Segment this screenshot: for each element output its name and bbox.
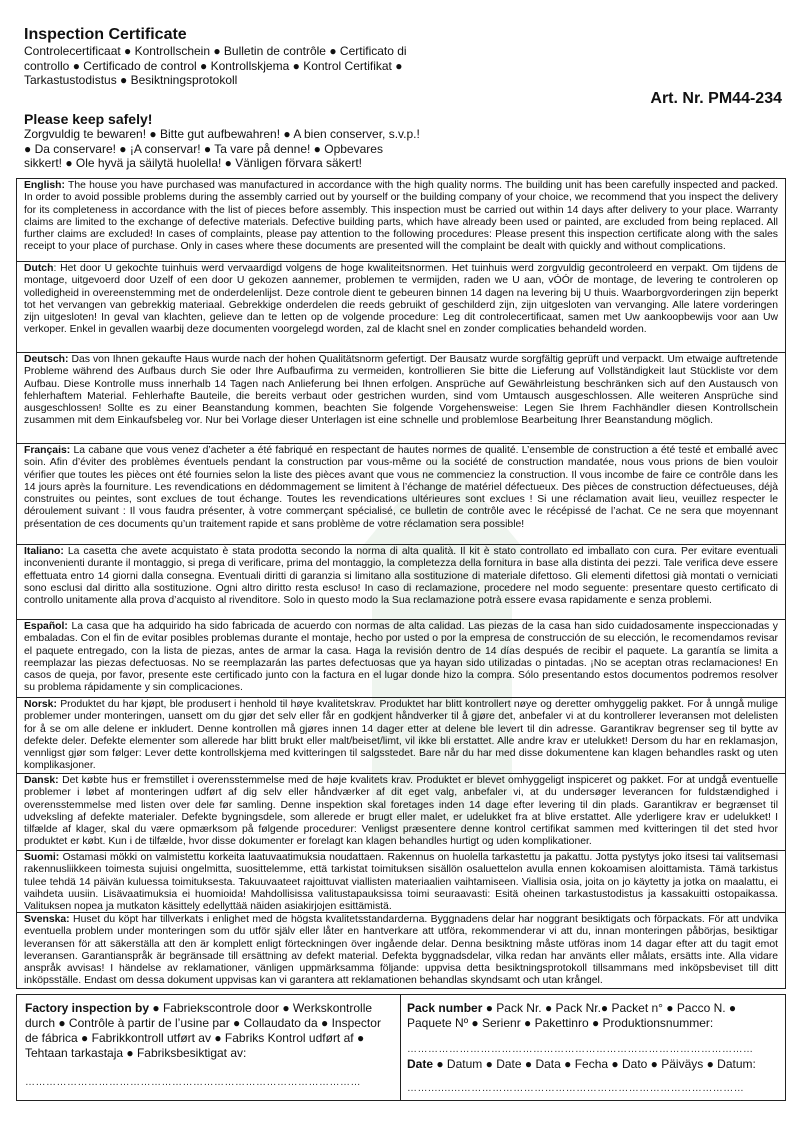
pack-number-text: ● Pack Nr. ● Pack Nr.● Packet n° ● Pacco N. ● Paquete Nº ● Serienr ● Pakettinro ● Produktionsnummer: (407, 1001, 737, 1030)
pack-number-dotted-line: ……………………………………………………………………………………… (407, 1044, 754, 1055)
section-english (17, 179, 785, 262)
section-francais (17, 444, 785, 545)
factory-inspection-field[interactable] (17, 995, 401, 1100)
date-label: Date (407, 1057, 434, 1071)
section-dansk (17, 774, 785, 851)
section-lang-label: Français: (24, 445, 71, 456)
section-svenska (17, 913, 785, 988)
signature-box (16, 994, 786, 1101)
section-lang-label: Español: (24, 621, 68, 632)
pack-number-label: Pack number (407, 1001, 483, 1015)
section-lang-label: Deutsch: (24, 354, 69, 365)
page-title: Inspection Certificate (24, 26, 187, 43)
factory-inspection-dotted-line: …………………………………………………………………………………… (25, 1077, 361, 1088)
section-text: La cabane que vous venez d’acheter a été fabriqué en respectant de hautes normes de qualité. L’ensemble de construction a été testé et emballé avec soin. Afin d’éviter des problèmes éventuels pendant la construction par vous-même ou la société de construction mandatée, nous vous prions de bien vouloir vérifier que toutes les pièces ont été fournies selon la liste des pièces avant que vous ne commenciez la construction. Il vous incombe de faire ce contrôle dans les 14 jours après la fourniture. Les revendications en dédommagement se limitent à l’échange de matériel défectueux. Des pièces de construction défectueuses, déjà construites ou peintes, sont exclues de tout échange. Toutes les revendications ultérieures sont exclues ! Si une réclamation avait lieu, veuillez respecter le déroulement suivant : Il vous faudra présenter, à votre commerçant spécialisé, ce bulletin de contrôle avec le récépissé de l’achat. Ce ne sera que moyennant présentation de ces documents qu’un traitement rapide et sans problème de votre réclamation sera possible! (24, 445, 778, 530)
keep-safely-text: Zorgvuldig te bewaren! ● Bitte gut aufbewahren! ● A bien conserver, s.v.p.! ● Da conservare! ● ¡A conservar! ● Ta vare på denne! ● Opbevares sikkert! ● Ole hyvä ja säilytä huolella! ● Vänligen förvara säkert! (24, 127, 420, 170)
section-dutch (17, 262, 785, 353)
section-lang-label: Suomi: (24, 852, 60, 863)
section-text: The house you have purchased was manufactured in accordance with the high quality norms. The building unit has been carefully inspected and packed. In order to avoid possible problems during the assembly carried out by yourself or the building company of your choice, we recommend that you inspect the delivery for its completeness in accordance with the list of pieces before assembly. This inspection must be carried out within 14 days after delivery to your place. Warranty claims are limited to the exchange of defective materials. Defective building parts, which have already been used or painted, are excluded from being replaced. All further claims are excluded! In cases of complaints, please pay attention to the following procedures: Please present this inspection certificate along with the sales receipt to your place of purchase. Only in cases where these documents are presented will the complaint be dealt with quickly and without complications. (24, 180, 778, 253)
factory-inspection-label: Factory inspection by (25, 1001, 150, 1015)
language-sections (16, 178, 786, 989)
section-suomi (17, 851, 785, 913)
page-subtitle: Controlecertificaat ● Kontrollschein ● Bulletin de contrôle ● Certificato di controllo ● Certificado de control ● Kontrollskjema ● Kontrol Certifikat ● Tarkastustodistus ● Besiktningsprotokoll (24, 44, 407, 87)
section-norsk (17, 698, 785, 774)
article-number: Art. Nr. PM44-234 (650, 90, 782, 107)
section-deutsch (17, 353, 785, 444)
section-text: La casetta che avete acquistato è stata prodotta secondo la norma di alta qualità. Il kit è stato controllato ed imballato con cura. Per evitare eventuali inconvenienti durante il montaggio, si prega di verificare, prima del montaggio, la completezza della fornitura in base alla distinta dei pezzi. Tale verifica deve essere effettuata entro 14 giorni dalla consegna. Eventuali diritti di garanzia si limitano alla sostituzione di materiale difettoso. Gli elementi difettosi già montati o verniciati sono esclusi dal diritto alla sostituzione. Ogni altro diritto resta escluso! In caso di reclamazione, procedere nel modo seguente: presentare questo certificato di controllo unitamente alla prova d’acquisto al rivenditore. Solo in questo modo la Sua reclamazione potrà essere evasa rapidamente e senza problemi. (24, 546, 778, 607)
section-italiano (17, 545, 785, 620)
keep-safely-heading: Please keep safely! (24, 111, 153, 127)
section-text: Det købte hus er fremstillet i overensstemmelse med de høje kvalitets krav. Produktet er blevet omhyggeligt inspiceret og pakket. For at undgå eventuelle problemer i løbet af monteringen udført af dig selv eller håndværker af dit eget valg, anbefaler vi, at du undersøger leverancen for fuldstændighed i overensstemmelse med listen over dele før samling. Denne inspektion skal foretages inden 14 dage efter levering til din plads. Garantikrav er begrænset til udveksling af defekte materialer. Defekte bygningsdele, som allerede er brugt eller malet, er udelukket fra at blive erstattet. Alle yderligere krav er udelukket! I tilfælde af klager, skal du være opmærksom på følgende procedurer: Venligst præsentere denne kontrol certifikat sammen med kvitteringen til det sted hvor produktet er købt. Kun i de tilfælde, hvor disse dokumenter er forelagt kan klagen behandles hurtigt og uden komplikationer. (24, 775, 778, 848)
section-text: Das von Ihnen gekaufte Haus wurde nach der hohen Qualitätsnorm gefertigt. Der Bausatz wurde sorgfältig geprüft und verpackt. Um etwaige auftretende Probleme während des Aufbaus durch Sie oder Ihre Aufbaufirma zu vermeiden, kontrollieren Sie bitte die Lieferung auf Vollständigkeit laut Stückliste vor dem Aufbau. Diese Kontrolle muss innerhalb 14 Tagen nach Anlieferung bei Ihnen erfolgen. Ansprüche auf Gewährleistung beschränken sich auf den Austausch von fehlerhaftem Material. Fehlerhafte Bauteile, die bereits verbaut oder gestrichen wurden, sind vom Umtausch ausgeschlossen. Alle weiteren Ansprüche sind ausgeschlossen! Sollte es zu einer Beanstandung kommen, beachten Sie folgende Vorgehensweise: Legen Sie Ihrem Fachhändler diesen Kontrollschein zusammen mit dem Einkaufsbeleg vor. Nur bei Vorlage dieser Unterlagen ist eine schnelle und problemlose Bearbeitung Ihrer Beanstandung möglich. (24, 354, 778, 427)
section-lang-label: Svenska: (24, 914, 70, 925)
section-lang-label: Italiano: (24, 546, 64, 557)
section-text: : Het door U gekochte tuinhuis werd vervaardigd volgens de hoge kwaliteitsnormen. Het tuinhuis werd zorgvuldig gecontroleerd en verpakt. Om tijdens de montage, uitgevoerd door Uzelf of een door U gekozen aannemer, problemen te vermijden, raden we U aan, vÓÓr de montage, de levering te controleren op volledigheid in overeenstemming met de onderdelenlijst. Deze controle dient te gebeuren binnen 14 dagen na levering bij U thuis. Waarborgvorderingen zijn beperkt tot het vervangen van gebrekkig materiaal. Gebrekkige onderdelen die reeds gebruikt of geschilderd zijn, zijn uitgesloten van vervanging. Alle latere vorderingen zijn uitgesloten! In geval van klachten, gelieve dan te letten op de volgende procedure: Leg dit controlecertificaat, samen met Uw aankoopbewijs voor aan Uw verkoper. Enkel in gevallen waarbij deze documenten voorgelegd worden, zal de klacht snel en zonder complicaties behandeld worden. (24, 263, 778, 336)
section-lang-label: Dutch (24, 263, 54, 274)
section-lang-label: Norsk: (24, 699, 57, 710)
date-dotted-line: ……..........……………………………………………………………………… (407, 1083, 745, 1094)
factory-inspection-text: ● Fabriekscontrole door ● Werkskontrolle durch ● Contrôle à partir de l’usine par ● Collaudato da ● Inspector de fábrica ● Fabrikkontroll utført av ● Fabriks Kontrol udført af ● Tehtaan tarkastaja ● Fabriksbesiktigat av: (25, 1001, 381, 1060)
section-lang-label: English: (24, 180, 65, 191)
section-text: Ostamasi mökki on valmistettu korkeita laatuvaatimuksia noudattaen. Rakennus on huolella tarkastettu ja pakattu. Jotta pystytys joko itsesi tai valitsemasi rakennusliikkeen toimesta sujuisi ongelmitta, suosittelemme, että tarkistat toimituksen sisällön osaluettelon avulla ennen kokoamisen aloittamista. Tämä tarkistus tulee tehdä 14 päivän kuluessa toimituksesta. Takuuvaateet rajoittuvat viallisten materiaalien vaihtamiseen. Viallisia osia, joita on jo käytetty ja jotka on maalattu, ei vaihdeta uusiin. Lisävaatimuksia ei huomioida! Mahdollisissa valitustapauksissa toimi seuraavasti: Esitä oheinen tarkastustodistus ja kassakuitti ostopaikassa. Valituksen nopea ja mutkaton käsittely edellyttää näiden asiakirjojen esittämistä. (24, 852, 778, 913)
section-text: Produktet du har kjøpt, ble produsert i henhold til høye kvalitetskrav. Produktet har blitt kontrollert nøye og deretter omhyggelig pakket. For å unngå mulige problemer under monteringen, uansett om du gjør det selv eller får en godkjent håndverker til å gjøre det, anbefaler vi at du kontrollerer leveransen mot delelisten for å se om alle delene er inkludert. Denne kontrollen må gjøres innen 14 dager etter at delene ble levert til din adresse. Garantikrav begrenser seg til bytte av defekte deler. Defekte elementer som allerede har blitt brukt eller malt/beiset/limt, vil ikke bli erstattet. Alle andre krav er utelukket! Dersom du har en reklamasjon, vennligst gjør som følger: Lever dette kontrollskjema med kvitteringen til salgsstedet. Bare når du har med disse dokumentene kan klagen behandles raskt og uten komplikasjoner. (24, 699, 778, 772)
date-text: ● Datum ● Date ● Data ● Fecha ● Dato ● Päiväys ● Datum: (433, 1057, 756, 1071)
section-espanol (17, 620, 785, 698)
section-text: La casa que ha adquirido ha sido fabricada de acuerdo con normas de alta calidad. Las piezas de la casa han sido cuidadosamente inspeccionadas y embaladas. Con el fin de evitar posibles problemas durante el montaje, hecho por usted o por la empresa de construcción de su elección, le recomendamos revisar el paquete entregado, con la lista de piezas, antes de armar la casa. Haga la revisión dentro de 14 días después de recibir el paquete. La garantía se limita a reemplazar las piezas defectuosas. No se reemplazarán las partes defectuosas que ya hayan sido utilizadas o pintadas. ¡No se aceptan otras reclamaciones! En casos de queja, por favor, presente este certificado junto con la factura en el lugar donde hizo la compra. Sólo presentando estos documentos podremos resolver su problema rápidamente y sin complicaciones. (24, 621, 778, 694)
date-field[interactable] (407, 1057, 779, 1094)
pack-number-field[interactable] (407, 1001, 779, 1055)
section-text: Huset du köpt har tillverkats i enlighet med de högsta kvalitetsstandarderna. Byggnadens delar har noggrant besiktigats och förpackats. För att undvika eventuella problem under monteringen som du utför själv eller låter en hantverkare att utföra, rekommenderar vi att du, innan monteringen påbörjas, besiktigar leveransen för att säkerställa att den är komplett enligt förteckningen över ingående delar. Denna besiktning måste utföras inom 14 dagar efter att du tagit emot leveransen. Garantianspråk är begränsade till ersättning av defekt material. Defekta byggnadsdelar, vilka redan har använts eller målats, ersätts inte. Alla vidare anspråk avvisas! I händelse av reklamationer, vänligen uppmärksamma följande: uppvisa detta besiktningsprotokoll tillsammans med inköpsbeviset till ditt inköpsställe. Endast om dessa dokument uppvisas kan vi garantera att reklamationen behandlas skyndsamt och utan krångel. (24, 914, 778, 987)
section-lang-label: Dansk: (24, 775, 59, 786)
